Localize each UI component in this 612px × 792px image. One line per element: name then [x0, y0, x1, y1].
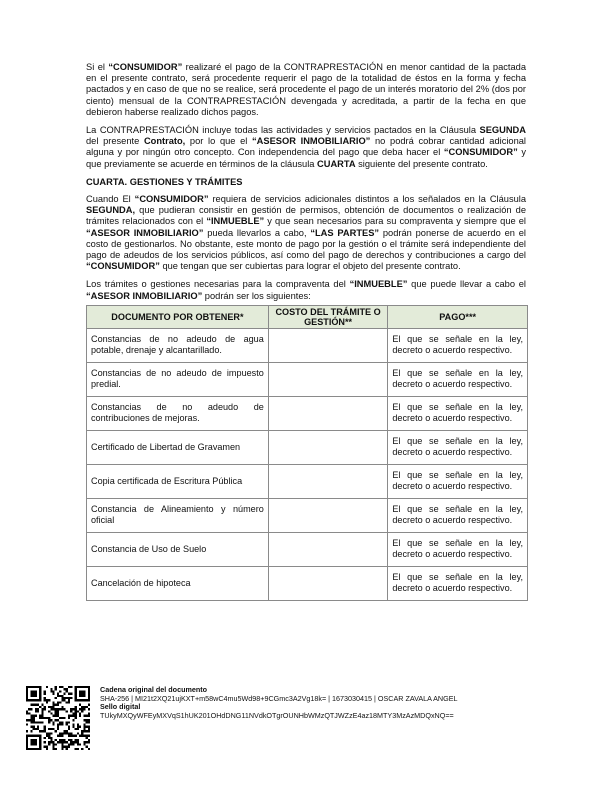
cell-costo: [268, 464, 388, 498]
section-heading: CUARTA. GESTIONES Y TRÁMITES: [86, 176, 243, 187]
cell-pago: El que se señale en la ley, decreto o acuerdo respectivo.: [388, 532, 528, 566]
cell-costo: [268, 532, 388, 566]
sello-digital-label: Sello digital: [100, 702, 141, 712]
header-pago: PAGO***: [388, 305, 528, 328]
bold-term: CUARTA: [317, 158, 356, 169]
paragraph-contraprestacion: La CONTRAPRESTACIÓN incluye todas las actividades y servicios pactados en la Cláusula SEGUNDA del presente Contrato, por lo que el “ASESOR INMOBILIARIO” no podrá cobrar cantidad adicional alguna y por ningún otro concepto. Con independencia del pago que deba hacer el “CONSUMIDOR” y que previamente se acuerde en términos de la cláusula CUARTA siguiente del presente contrato.: [86, 125, 527, 169]
table-row: [87, 362, 528, 396]
cell-documento: Constancia de Alineamiento y número oficial: [87, 498, 269, 532]
document-page: [86, 62, 526, 601]
paragraph-additional-services: Cuando El “CONSUMIDOR” requiera de servicios adicionales distintos a los señalados en la Cláusula SEGUNDA, que pudieran consistir en gestión de permisos, obtención de documentos o realización de trámites relacionados con el “INMUEBLE” y que sean necesarios para su compraventa y siempre que el “ASESOR INMOBILIARIO” pueda llevarlos a cabo, “LAS PARTES” podrán ponerse de acuerdo en el costo de gestionarlos. No obstante, este monto de pago por la gestión o el trámite será independiente del pago de adeudos de los servicios públicos, así como del pago de derechos y contribuciones a cargo del “CONSUMIDOR” que tengan que ser cubiertas para lograr el objeto del presente contrato.: [86, 194, 527, 272]
cell-costo: [268, 362, 388, 396]
cell-documento: Constancias de no adeudo de impuesto predial.: [87, 362, 269, 396]
cell-documento: Constancias de no adeudo de agua potable, drenaje y alcantarillado.: [87, 328, 269, 362]
cell-documento: Constancia de Uso de Suelo: [87, 532, 269, 566]
paragraph-late-payment: Si el “CONSUMIDOR” realizaré el pago de la CONTRAPRESTACIÓN en menor cantidad de la pactada en el presente contrato, será procedente requerir el pago de la totalidad de éstos en la forma y fecha pactados y en caso de que no se realice, será procedente el pago de un interés moratorio del 2% (dos por ciento) mensual de la CONTRAPRESTACIÓN devengada y acreditada, a partir de la fecha en que debieron haberse realizado dichos pagos.: [86, 62, 526, 117]
bold-term: “LAS PARTES”: [310, 227, 380, 238]
table-row: [87, 566, 528, 600]
bold-term: “CONSUMIDOR”: [108, 62, 183, 72]
bold-term: “ASESOR INMOBILIARIO”: [86, 227, 204, 238]
table-row: [87, 430, 528, 464]
tramites-table: [86, 305, 528, 601]
bold-term: Contrato,: [143, 136, 186, 147]
table-row: [87, 532, 528, 566]
cell-pago: El que se señale en la ley, decreto o acuerdo respectivo.: [388, 430, 528, 464]
sello-digital-value: TUkyMXQyWFEyMXVqS1hUK201OHdDNG11NVdkOTgrOUNHbWMzQTJWZzE4az18MTY3MzAzMDQxNQ==: [100, 710, 454, 720]
table-header-row: [87, 305, 528, 328]
cell-pago: El que se señale en la ley, decreto o acuerdo respectivo.: [388, 464, 528, 498]
table-row: [87, 498, 528, 532]
table-row: [87, 396, 528, 430]
cadena-original-value: SHA-256 | MI21t2XQ21ujKXT+m58wC4mu5Wd98+9CGmc3A2Vg18k= | 1673030415 | OSCAR ZAVALA ANGEL: [100, 693, 458, 703]
bold-term: “ASESOR INMOBILIARIO”: [252, 136, 371, 147]
bold-term: “CONSUMIDOR”: [86, 261, 160, 272]
table-row: [87, 464, 528, 498]
signature-block: [100, 686, 458, 720]
cell-pago: El que se señale en la ley, decreto o acuerdo respectivo.: [388, 566, 528, 600]
bold-term: “INMUEBLE”: [349, 279, 408, 290]
header-costo: COSTO DEL TRÁMITE O GESTIÓN**: [268, 305, 388, 328]
bold-term: “CONSUMIDOR”: [134, 194, 209, 205]
cell-pago: El que se señale en la ley, decreto o acuerdo respectivo.: [388, 498, 528, 532]
cell-costo: [268, 566, 388, 600]
header-documento: DOCUMENTO POR OBTENER*: [87, 305, 269, 328]
cell-documento: Copia certificada de Escritura Pública: [87, 464, 269, 498]
cell-documento: Constancias de no adeudo de contribuciones de mejoras.: [87, 396, 269, 430]
bold-term: SEGUNDA,: [86, 205, 136, 216]
cell-pago: El que se señale en la ley, decreto o acuerdo respectivo.: [388, 396, 528, 430]
bold-term: SEGUNDA: [479, 125, 526, 136]
cell-costo: [268, 396, 388, 430]
cell-documento: Certificado de Libertad de Gravamen: [87, 430, 269, 464]
cell-costo: [268, 328, 388, 362]
bold-term: “ASESOR INMOBILIARIO”: [86, 290, 203, 301]
paragraph-tramites-intro: Los trámites o gestiones necesarias para la compraventa del “INMUEBLE” que puede llevar a cabo el “ASESOR INMOBILIARIO” podrán ser los siguientes:: [86, 279, 526, 301]
cell-costo: [268, 430, 388, 464]
cell-documento: Cancelación de hipoteca: [87, 566, 269, 600]
table-row: [87, 328, 528, 362]
cell-costo: [268, 498, 388, 532]
qr-code-icon: [26, 686, 90, 750]
bold-term: “INMUEBLE”: [206, 216, 265, 227]
cadena-original-label: Cadena original del documento: [100, 685, 208, 694]
signature-footer: [26, 686, 586, 750]
cell-pago: El que se señale en la ley, decreto o acuerdo respectivo.: [388, 328, 528, 362]
bold-term: “CONSUMIDOR”: [443, 147, 518, 158]
cell-pago: El que se señale en la ley, decreto o acuerdo respectivo.: [388, 362, 528, 396]
